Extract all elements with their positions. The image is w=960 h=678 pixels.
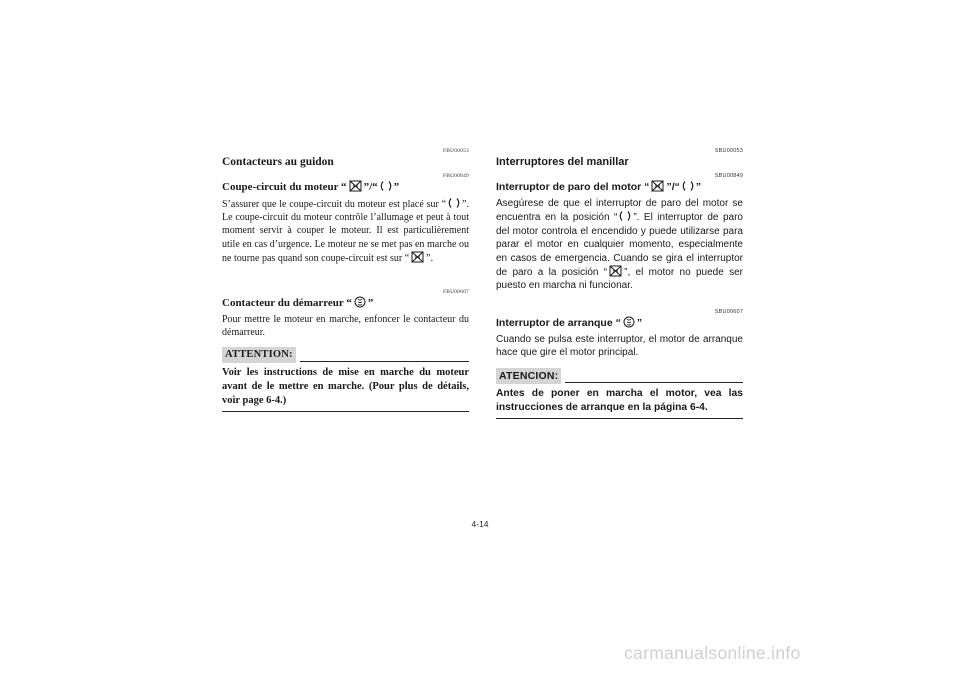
spanish-column — [496, 148, 743, 419]
starter-icon — [354, 296, 366, 308]
stop-switch-text — [496, 197, 743, 293]
stop-switch-code: FBU00849 — [442, 173, 469, 179]
section-title: Contacteurs au guidon — [222, 156, 334, 168]
watermark: carmanualsonline.info — [624, 643, 801, 663]
start-switch-title — [222, 296, 469, 310]
text-part: Asegúrese de que el interruptor de paro del motor se encuentra en la posición “ — [496, 198, 743, 224]
start-switch-title — [496, 316, 743, 330]
title-prefix: Interruptor de paro del motor “ — [496, 181, 650, 193]
stop-switch-title — [222, 180, 469, 194]
text-part: S’assurer que le coupe-circuit du moteur est placé sur “ — [222, 199, 447, 210]
section-code: SBU00053 — [714, 148, 743, 154]
text-part: ”, el motor no puede ser puesto en marcha ni funcionar. — [496, 267, 743, 292]
warning-text: Antes de poner en marcha el motor, vea las instrucciones de arranque en la página 6-4. — [496, 387, 743, 419]
text-part: ”. — [426, 252, 434, 264]
warning-label: ATTENTION: — [222, 347, 296, 363]
engine-stop-off-icon — [349, 180, 362, 192]
start-switch-text: Pour mettre le moteur en marche, enfoncer le contacteur du démarreur. — [222, 314, 469, 339]
title-suffix: ” — [393, 181, 400, 193]
title-mid: ”/“ — [666, 181, 680, 193]
warning-header — [496, 368, 743, 384]
french-column — [222, 148, 469, 412]
engine-stop-off-icon — [411, 251, 424, 263]
stop-switch-title — [496, 180, 743, 194]
start-switch-text: Cuando se pulsa este interruptor, el motor de arranque hace que gire el motor principal. — [496, 333, 743, 359]
start-switch-code: SBU00607 — [714, 308, 743, 315]
starter-icon — [623, 316, 635, 328]
title-prefix: Contacteur du démarreur “ — [222, 297, 352, 310]
title-suffix: ” — [636, 316, 643, 329]
engine-stop-off-icon — [609, 265, 622, 277]
title-prefix: Interruptor de arranque “ — [496, 316, 621, 329]
stop-switch-text — [222, 197, 469, 265]
title-suffix: ” — [367, 297, 374, 310]
text-part: ”. El interruptor de paro del motor controla el encendido y puede utilizarse para parar el motor en cualquier momento, especialmente en casos de emergencia. Cuando se gira el interruptor de paro a la posición “ — [496, 212, 743, 279]
warning-rule — [565, 382, 743, 383]
engine-run-icon — [448, 197, 460, 209]
warning-text: Voir les instructions de mise en marche du moteur avant de le mettre en marche. (Pour plus de détails, voir page 6-4.) — [222, 366, 469, 412]
stop-switch-code: SBU00849 — [714, 173, 743, 179]
engine-run-icon — [682, 180, 694, 192]
warning-label: ATENCION: — [496, 368, 561, 384]
engine-stop-off-icon — [651, 180, 664, 192]
title-prefix: Coupe-circuit du moteur “ — [222, 181, 347, 193]
warning-header — [222, 347, 469, 363]
section-title: Interruptores del manillar — [496, 156, 629, 168]
section-code: FBU00053 — [442, 148, 469, 154]
engine-run-icon — [619, 210, 631, 222]
title-mid: ”/“ — [363, 181, 378, 193]
engine-run-icon — [380, 180, 392, 192]
text-part: ”. Le coupe-circuit du moteur contrôle l’allumage et peut à tout moment servir à couper le moteur. Il est particulièrement utile en cas d’urgence. Le moteur ne se met pas en marche ou ne tourne pas quand son coupe-circuit est sur “ — [222, 199, 469, 264]
title-suffix: ” — [695, 181, 702, 193]
start-switch-code: FBU00607 — [442, 289, 469, 296]
page-number: 4-14 — [471, 519, 489, 529]
warning-rule — [300, 361, 469, 362]
